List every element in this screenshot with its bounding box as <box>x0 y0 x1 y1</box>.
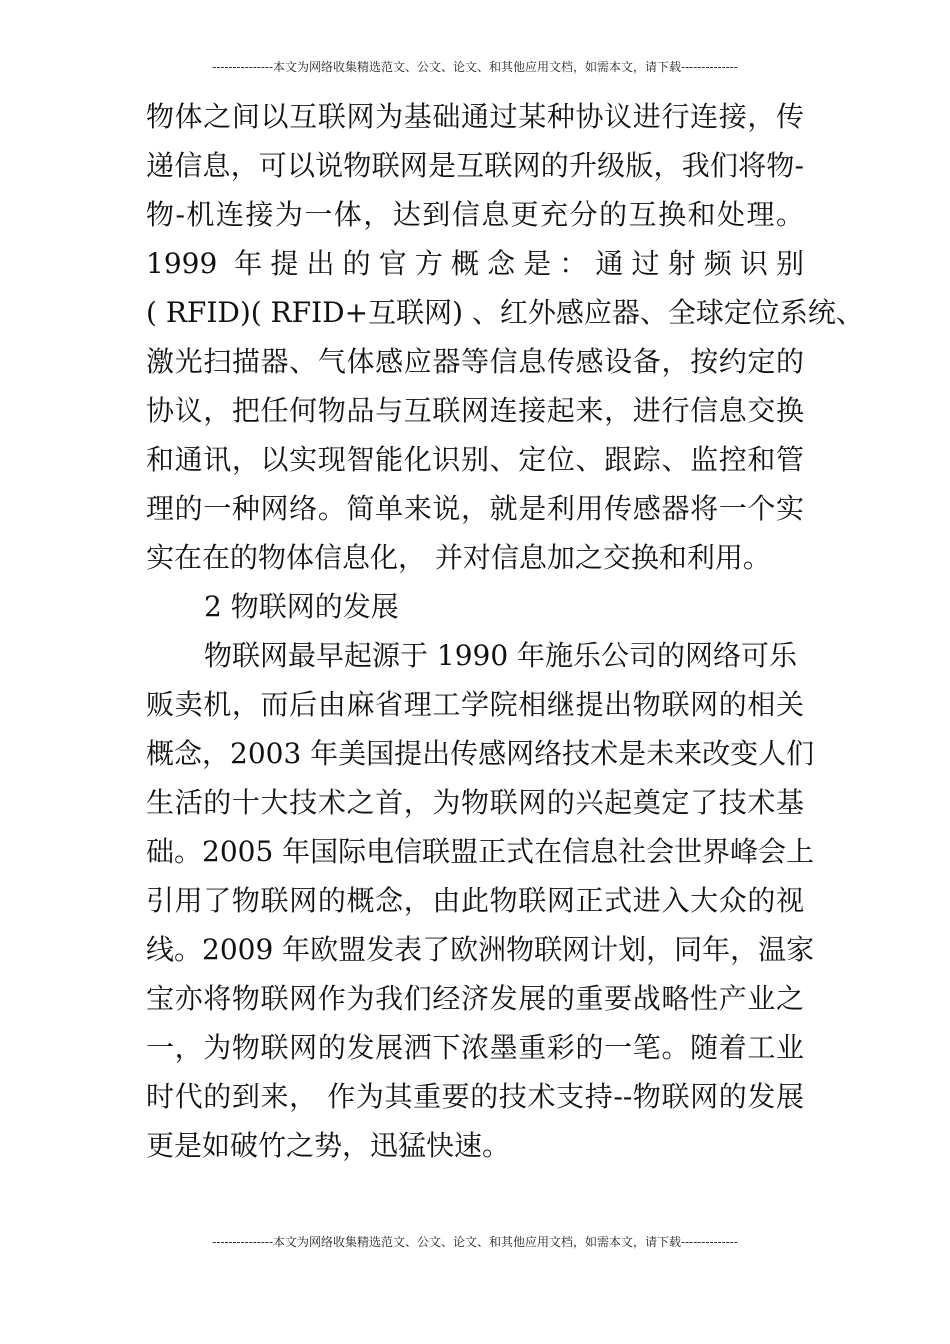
text-line: 物联网最早起源于 1990 年施乐公司的网络可乐 <box>204 639 798 672</box>
text-line: 时代的到来， 作为其重要的技术支持--物联网的发展 <box>146 1080 804 1113</box>
text-line: 协议，把任何物品与互联网连接起来，进行信息交换 <box>146 394 804 427</box>
header-banner: ---------------本文为网络收集精选范文、公文、论文、和其他应用文档，如需本文，请下载-------------- <box>212 60 738 74</box>
text-line: 贩卖机，而后由麻省理工学院相继提出物联网的相关 <box>146 688 804 721</box>
text-line: 实在在的物体信息化， 并对信息加之交换和利用。 <box>146 541 771 574</box>
text-line: 引用了物联网的概念，由此物联网正式进入大众的视 <box>146 884 804 917</box>
section-heading: 2 物联网的发展 <box>204 590 399 623</box>
text-line: 物体之间以互联网为基础通过某种协议进行连接，传 <box>146 100 804 133</box>
text-line: ( RFID)( RFID+互联网) 、红外感应器、全球定位系统、 <box>146 296 864 329</box>
text-line: 和通讯，以实现智能化识别、定位、跟踪、监控和管 <box>146 443 804 476</box>
text-line: 理的一种网络。简单来说，就是利用传感器将一个实 <box>146 492 804 525</box>
text-line: 线。2009 年欧盟发表了欧洲物联网计划，同年，温家 <box>146 933 815 966</box>
text-line: 生活的十大技术之首，为物联网的兴起奠定了技术基 <box>146 786 804 819</box>
text-line: 递信息，可以说物联网是互联网的升级版，我们将物- <box>146 149 804 182</box>
text-line: 础。2005 年国际电信联盟正式在信息社会世界峰会上 <box>146 835 815 868</box>
text-line: 更是如破竹之势，迅猛快速。 <box>146 1129 511 1162</box>
text-line: 概念，2003 年美国提出传感网络技术是未来改变人们 <box>146 737 815 770</box>
text-line: 宝亦将物联网作为我们经济发展的重要战略性产业之 <box>146 982 804 1015</box>
body-text <box>146 92 864 1170</box>
text-line: 1999 年提出的官方概念是：通过射频识别 <box>146 247 804 280</box>
text-line: 物-机连接为一体，达到信息更充分的互换和处理。 <box>146 198 804 231</box>
text-line: 激光扫描器、气体感应器等信息传感设备，按约定的 <box>146 345 804 378</box>
text-line: 一，为物联网的发展洒下浓墨重彩的一笔。随着工业 <box>146 1031 804 1064</box>
footer-banner: ---------------本文为网络收集精选范文、公文、论文、和其他应用文档，如需本文，请下载-------------- <box>212 1235 738 1249</box>
